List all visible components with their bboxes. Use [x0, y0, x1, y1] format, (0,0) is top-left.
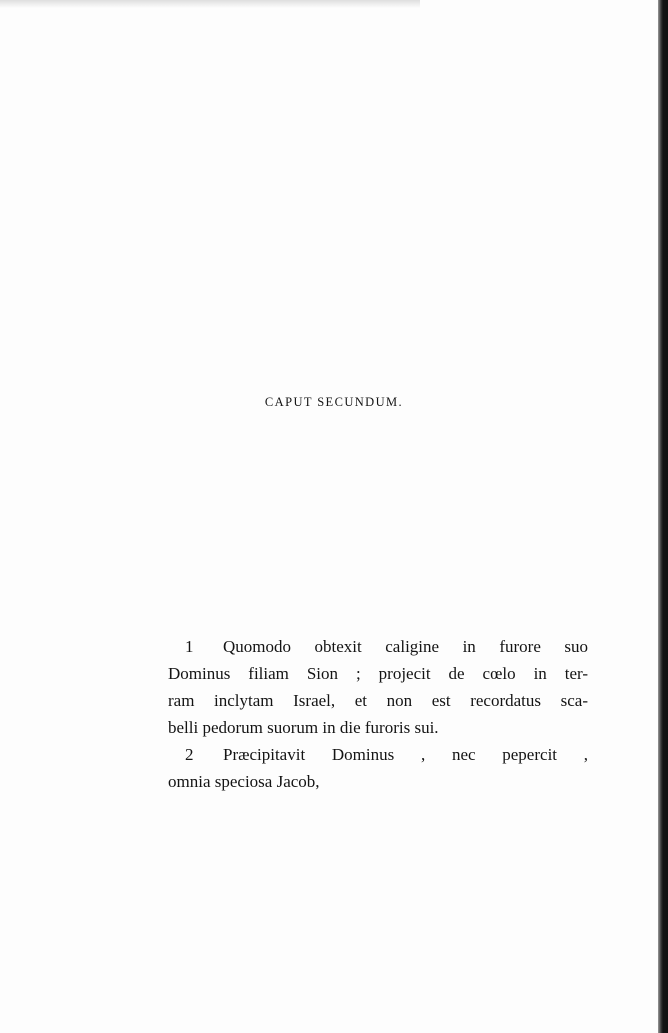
verse-number: 1	[185, 637, 194, 656]
verse-1-line-3: ram inclytam Israel, et non est recordatus sca-	[168, 691, 588, 710]
chapter-heading: CAPUT SECUNDUM.	[264, 395, 404, 409]
page-top-smudge	[0, 0, 420, 8]
verse-text-block	[168, 633, 588, 795]
verse-text: Quomodo obtexit caligine in furore suo	[223, 637, 588, 656]
verse-1-line-2: Dominus filiam Sion ; projecit de cœlo in ter-	[168, 664, 588, 683]
verse-2-line-2: omnia speciosa Jacob,	[168, 772, 320, 791]
verse-1-line-4: belli pedorum suorum in die furoris sui.	[168, 718, 439, 737]
verse-1-line-1	[168, 633, 588, 660]
verse-text: Præcipitavit Dominus , nec pepercit ,	[223, 745, 588, 764]
verse-number: 2	[185, 745, 194, 764]
page-binding-edge	[658, 0, 668, 1033]
verse-2-line-1	[168, 741, 588, 768]
